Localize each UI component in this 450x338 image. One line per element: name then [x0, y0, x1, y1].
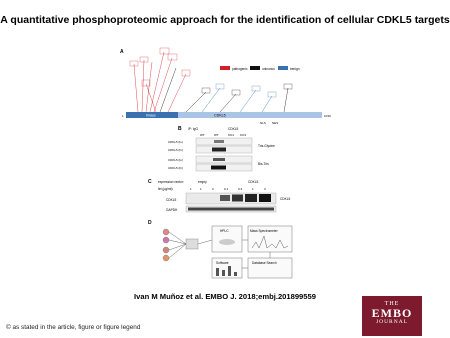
blot-c-row-cdkl5: CDKL5 — [166, 198, 177, 202]
protein-bar — [122, 112, 331, 125]
tet-value-4: 0.1 — [224, 187, 229, 191]
box-software-label: Software — [216, 261, 229, 265]
ip-label: IP: IgG — [188, 127, 198, 131]
gel-label-tris-glycine: Tris-Glycine — [258, 144, 275, 148]
blot-b-column-ko3: KO3 — [240, 133, 247, 137]
legend-label-unknown: unknown — [262, 67, 275, 71]
blot-c — [186, 193, 276, 212]
blot-b — [196, 138, 252, 171]
box-database-search-label: Database Search — [252, 261, 277, 265]
legend-swatch-pathogenic — [220, 66, 230, 70]
expression-group-empty: empty — [198, 180, 207, 184]
legend-swatch-benign — [278, 66, 288, 70]
tet-value-3: 0 — [212, 187, 214, 191]
blot-b-row-2: CDKL5 (hi) — [168, 148, 183, 152]
blot-b-row-4: CDKL5 (hi) — [168, 166, 183, 170]
tet-value-6: 1 — [252, 187, 254, 191]
nes-label: NES — [272, 121, 279, 125]
blot-b-column-ko1: KO1 — [228, 133, 235, 137]
blot-c-side-label: CDKL5 — [280, 197, 291, 201]
logo-line-journal: JOURNAL — [375, 319, 409, 325]
tet-value-5: 0.3 — [238, 187, 243, 191]
blot-b-row-1: CDKL5 (lo) — [168, 140, 183, 144]
logo-line-the: THE — [384, 301, 400, 307]
protein-bar-label: CDKL5 — [214, 113, 226, 118]
panel-a-letter: A — [120, 49, 124, 55]
expression-group-cdkl5: CDKL5 — [248, 180, 259, 184]
box-mass-spec-label: Mass Spectrometer — [250, 229, 278, 233]
figure-panel — [116, 44, 336, 284]
box-hplc-label: HPLC — [220, 229, 229, 233]
expression-vector-label: expression vector: — [158, 180, 184, 184]
mutation-legend — [220, 66, 300, 71]
page-title: A quantitative phosphoproteomic approach for the identification of cellular CDKL5 targets — [0, 14, 450, 26]
panel-c-letter: C — [148, 179, 152, 185]
figure-graphic — [116, 44, 336, 284]
start-residue: 1 — [122, 114, 124, 118]
tet-value-2: 1 — [200, 187, 202, 191]
panel-d-letter: D — [148, 220, 152, 226]
tet-value-1: 1 — [190, 187, 192, 191]
nls-label: NLS — [260, 121, 266, 125]
tet-value-7: 3 — [264, 187, 266, 191]
workflow-diagram — [163, 226, 292, 278]
legend-swatch-unknown — [250, 66, 260, 70]
copyright-footer: © as stated in the article, figure or figure legend — [6, 324, 141, 331]
panel-b-letter: B — [178, 126, 182, 132]
blot-b-row-3: CDKL5 (lo) — [168, 158, 183, 162]
blot-c-row-gapdh: GAPDH — [166, 208, 178, 212]
blot-b-column-wt-1: WT — [200, 133, 205, 137]
blot-b-column-wt-2: WT — [214, 133, 219, 137]
legend-label-benign: benign — [290, 67, 300, 71]
gel-label-bis-tris: Bis-Tris — [258, 162, 269, 166]
citation: Ivan M Muñoz et al. EMBO J. 2018;embj.201899559 — [134, 292, 316, 301]
kinase-domain-label: Kinase — [146, 113, 156, 118]
tet-label: tet (μg/ml): — [158, 187, 174, 191]
end-residue: 1030 — [324, 114, 331, 118]
ip-target-label: CDKL5 — [228, 127, 239, 131]
logo-line-embo: EMBO — [371, 306, 413, 320]
embo-journal-logo — [362, 296, 422, 336]
legend-label-pathogenic: pathogenic — [232, 67, 248, 71]
mutation-lollipops — [130, 48, 292, 112]
